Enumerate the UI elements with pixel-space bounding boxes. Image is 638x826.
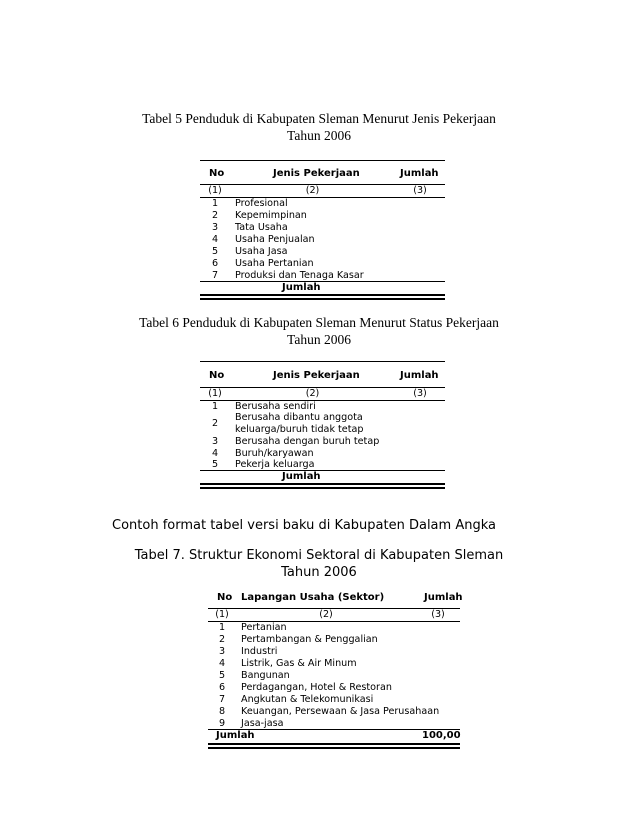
table7-row-no: 3 bbox=[218, 646, 226, 657]
table6 bbox=[200, 361, 445, 491]
table5-header-jumlah: Jumlah bbox=[400, 168, 439, 179]
table6-row-label-line2: keluarga/buruh tidak tetap bbox=[235, 424, 364, 435]
table7-row-label: Pertambangan & Penggalian bbox=[241, 634, 378, 645]
table5-total-label: Jumlah bbox=[282, 282, 321, 293]
table5 bbox=[200, 160, 445, 300]
table7 bbox=[208, 586, 463, 751]
table7-row-no: 7 bbox=[218, 694, 226, 705]
table6-caption-line1: Tabel 6 Penduduk di Kabupaten Sleman Menurut Status Pekerjaan bbox=[139, 315, 499, 330]
table7-row-label: Listrik, Gas & Air Minum bbox=[241, 658, 357, 669]
table7-row-no: 6 bbox=[218, 682, 226, 693]
table6-row-label: Buruh/karyawan bbox=[235, 448, 314, 459]
table5-header-jenis: Jenis Pekerjaan bbox=[273, 168, 360, 179]
table5-colnum-1: (1) bbox=[208, 185, 222, 196]
table7-row-label: Bangunan bbox=[241, 670, 290, 681]
table5-row-label: Usaha Penjualan bbox=[235, 234, 315, 245]
table6-row-label: Berusaha dengan buruh tetap bbox=[235, 436, 380, 447]
table7-row-no: 4 bbox=[218, 658, 226, 669]
table6-header-jumlah: Jumlah bbox=[400, 370, 439, 381]
intro-text: Contoh format tabel versi baku di Kabupaten Dalam Angka bbox=[112, 518, 496, 533]
table6-row-label: Berusaha sendiri bbox=[235, 401, 316, 412]
table6-row-no: 1 bbox=[211, 401, 219, 412]
table5-row-no: 5 bbox=[211, 246, 219, 257]
table5-row-no: 6 bbox=[211, 258, 219, 269]
table5-row-no: 7 bbox=[211, 270, 219, 281]
table5-row-no: 1 bbox=[211, 198, 219, 209]
table7-header-lapangan: Lapangan Usaha (Sektor) bbox=[241, 592, 385, 603]
table5-row-no: 2 bbox=[211, 210, 219, 221]
table5-row-label: Profesional bbox=[235, 198, 288, 209]
table5-header-no: No bbox=[209, 168, 225, 179]
table7-caption-line2: Tahun 2006 bbox=[281, 565, 357, 580]
table5-bottom-rule-2 bbox=[200, 298, 445, 300]
table5-row-label: Usaha Jasa bbox=[235, 246, 288, 257]
table5-caption-line1: Tabel 5 Penduduk di Kabupaten Sleman Menurut Jenis Pekerjaan bbox=[142, 111, 496, 126]
table5-colnum-2: (2) bbox=[305, 185, 320, 196]
table7-colnum-2: (2) bbox=[319, 609, 333, 620]
table5-row-label: Produksi dan Tenaga Kasar bbox=[235, 270, 364, 281]
table6-colnum-2: (2) bbox=[305, 388, 320, 399]
table5-bottom-rule-1 bbox=[200, 294, 445, 296]
table7-row-no: 1 bbox=[218, 622, 226, 633]
table7-row-label: Industri bbox=[241, 646, 278, 657]
table5-row-label: Kepemimpinan bbox=[235, 210, 307, 221]
table6-top-rule bbox=[200, 361, 445, 362]
table6-row-no: 2 bbox=[211, 418, 219, 429]
table6-caption-line2: Tahun 2006 bbox=[287, 332, 351, 347]
table6-total-rule bbox=[200, 470, 445, 471]
table7-row-label: Pertanian bbox=[241, 622, 287, 633]
table7-row-label: Jasa-jasa bbox=[241, 718, 284, 729]
table7-header-no: No bbox=[217, 592, 233, 603]
table7-row-label: Angkutan & Telekomunikasi bbox=[241, 694, 374, 705]
table6-row-no: 5 bbox=[211, 459, 219, 470]
table6-bottom-rule-1 bbox=[200, 483, 445, 485]
table7-row-label: Perdagangan, Hotel & Restoran bbox=[241, 682, 392, 693]
table7-bottom-rule-1 bbox=[208, 743, 460, 745]
table6-row-label: Pekerja keluarga bbox=[235, 459, 315, 470]
table5-caption-line2: Tahun 2006 bbox=[287, 128, 351, 143]
table7-colnum-1: (1) bbox=[215, 609, 229, 620]
table6-row-no: 4 bbox=[211, 448, 219, 459]
table5-row-label: Tata Usaha bbox=[235, 222, 288, 233]
table7-bottom-rule-2 bbox=[208, 747, 460, 749]
table7-row-no: 9 bbox=[218, 718, 226, 729]
table7-row-no: 8 bbox=[218, 706, 226, 717]
table5-colnum-3: (3) bbox=[413, 185, 427, 196]
table6-bottom-rule-2 bbox=[200, 487, 445, 489]
table6-header-no: No bbox=[209, 370, 225, 381]
table6-colnum-1: (1) bbox=[208, 388, 222, 399]
table6-colnum-3: (3) bbox=[413, 388, 427, 399]
table5-row-no: 4 bbox=[211, 234, 219, 245]
table5-top-rule bbox=[200, 160, 445, 161]
table7-header-jumlah: Jumlah bbox=[424, 592, 463, 603]
table5-total-rule bbox=[200, 281, 445, 282]
table7-row-no: 2 bbox=[218, 634, 226, 645]
table7-total-value: 100,00 bbox=[422, 730, 461, 741]
table6-header-jenis: Jenis Pekerjaan bbox=[273, 370, 360, 381]
table5-row-label: Usaha Pertanian bbox=[235, 258, 314, 269]
table6-row-label-line1: Berusaha dibantu anggota bbox=[235, 412, 363, 423]
table6-total-label: Jumlah bbox=[282, 471, 321, 482]
table7-caption-line1: Tabel 7. Struktur Ekonomi Sektoral di Kabupaten Sleman bbox=[134, 548, 504, 563]
table6-row-no: 3 bbox=[211, 436, 219, 447]
table5-row-no: 3 bbox=[211, 222, 219, 233]
table7-row-label: Keuangan, Persewaan & Jasa Perusahaan bbox=[241, 706, 440, 717]
table7-total-label: Jumlah bbox=[216, 730, 255, 741]
table7-row-no: 5 bbox=[218, 670, 226, 681]
table7-colnum-3: (3) bbox=[431, 609, 445, 620]
